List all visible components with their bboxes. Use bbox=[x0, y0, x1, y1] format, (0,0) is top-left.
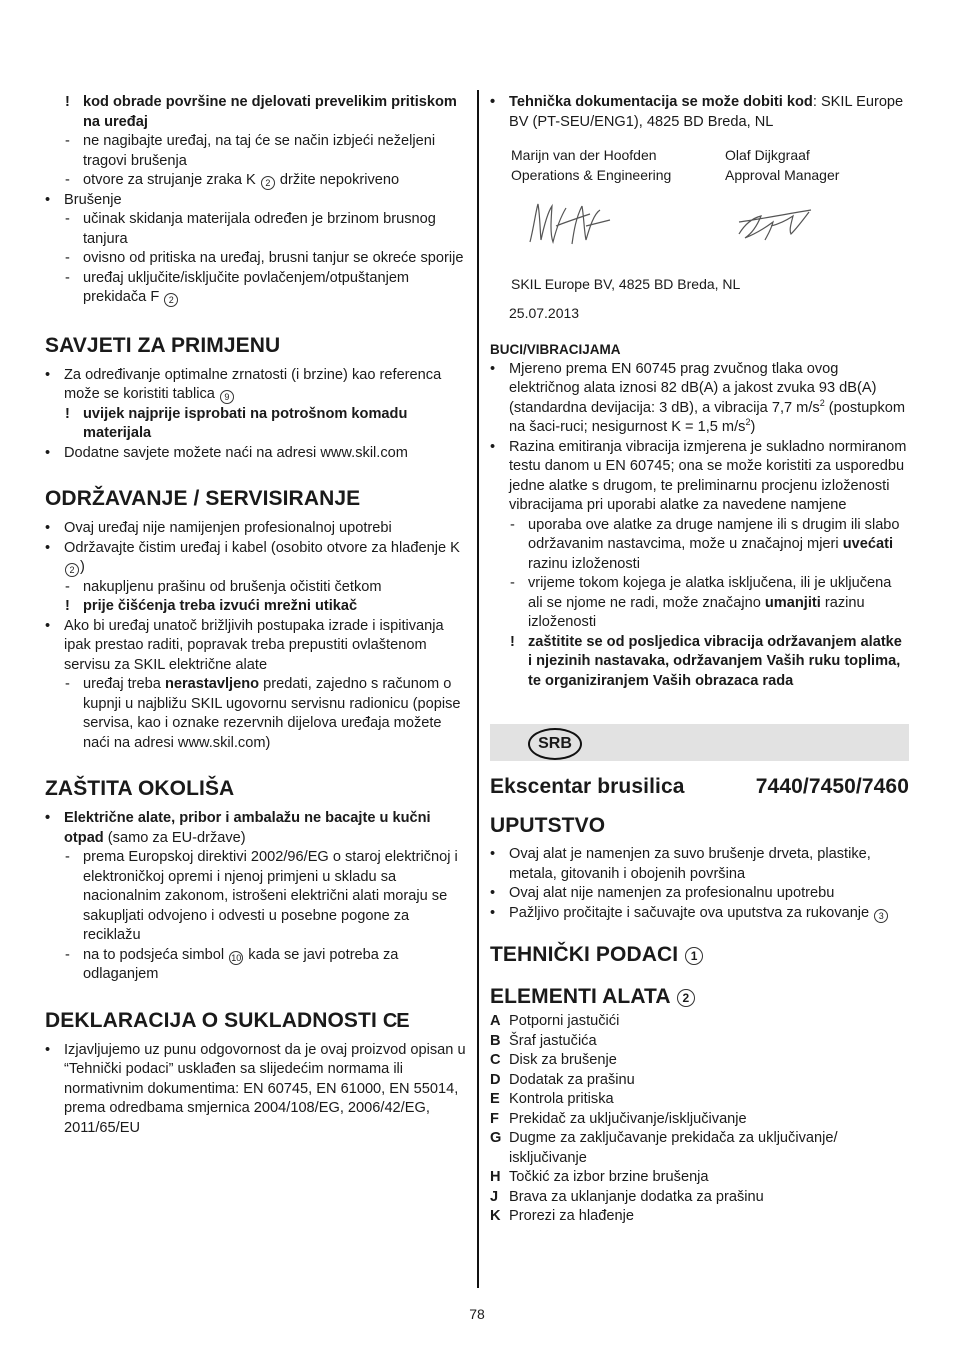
list-item bbox=[490, 1071, 910, 1091]
company-address: SKIL Europe BV, 4825 BD Breda, NL bbox=[511, 276, 741, 292]
dash-item: - uređaj treba nerastavljeno predati, zajedno s računom o kupnji u najbližu SKIL ugovornu servisnu radionicu (popise servisa, kao i oznake rezervnih dijelova uređaja možete naći na adresi www.skil.com) bbox=[65, 676, 461, 751]
element-text: Potporni jastučići bbox=[509, 1013, 620, 1029]
ref-number: 2 bbox=[677, 989, 695, 1007]
bullet-item: • Razina emitiranja vibracija izmjerena je sukladno normiranom testu danom u EN 60745; ona se može koristiti za usporedbu jedne alatke s drugom, te preliminarnu procjenu izloženosti vibracijama pri uporabi alatke za navedene namjene bbox=[490, 438, 907, 513]
dash-item: - na to podsjeća simbol 10 kada se javi potreba za odlaganjem bbox=[65, 946, 399, 982]
warning-item: ! prije čišćenja treba izvući mrežni utikač bbox=[65, 598, 358, 614]
element-key: F bbox=[490, 1110, 499, 1127]
language-banner bbox=[490, 724, 909, 761]
section-heading-elements: ELEMENTI ALATA 2 bbox=[490, 984, 910, 1010]
signature-2-image bbox=[735, 204, 815, 246]
list-item bbox=[490, 1110, 910, 1130]
product-name: Ekscentar brusilica bbox=[490, 775, 685, 798]
dash-item: - ovisno od pritiska na uređaj, brusni tanjur se okreće sporije bbox=[65, 250, 464, 266]
section-heading-environment: ZAŠTITA OKOLIŠA bbox=[45, 777, 235, 800]
element-key: K bbox=[490, 1208, 501, 1224]
noise-heading: BUCI/VIBRACIJAMA bbox=[490, 342, 621, 357]
ce-mark: CE bbox=[382, 1009, 409, 1032]
bullet-item: • Električne alate, pribor i ambalažu ne bacajte u kučni otpad (samo za EU-države) bbox=[45, 810, 431, 846]
element-text: Disk za brušenje bbox=[509, 1052, 617, 1068]
dash-item: - uređaj uključite/isključite povlačenjem/otpuštanjem prekidača F 2 bbox=[65, 269, 410, 305]
section-heading-tech-data: TEHNIČKI PODACI 1 bbox=[490, 942, 910, 968]
warning-item: ! uvijek najprije isprobati na potrošnom komadu materijala bbox=[65, 405, 408, 441]
list-item bbox=[490, 1012, 910, 1032]
element-key: A bbox=[490, 1013, 501, 1029]
bullet-item: • Izjavljujemo uz punu odgovornost da je ovaj proizvod opisan u “Tehnički podaci” usklađen sa slijedećim normama ili normativnim dokumentima: EN 60745, EN 61000, EN 55014, prema odredbama smjernica 2004/108/EG, 2006/42/EG, 2011/65/EU bbox=[45, 1041, 466, 1136]
section-heading-maintenance: ODRŽAVANJE / SERVISIRANJE bbox=[45, 487, 361, 510]
signatory-1: Marijn van der Hoofden Operations & Engineering bbox=[511, 147, 672, 183]
dash-item: - prema Europskoj direktivi 2002/96/EG o staroj električnoj i elektroničkoj opremi i njenoj primjeni u skladu sa nacionalnim zakonom, istrošeni električni alati moraju se sakupljati odvojeno i odvesti u posebne pogone za reciklažu bbox=[65, 849, 458, 943]
signature-1-image bbox=[526, 196, 612, 254]
column-divider bbox=[477, 90, 479, 1288]
bullet-item: • Ovaj uređaj nije namijenjen profesionalnoj upotrebi bbox=[45, 520, 392, 536]
list-item bbox=[490, 1051, 910, 1071]
left-column bbox=[45, 93, 467, 1138]
element-key: H bbox=[490, 1169, 501, 1185]
dash-item: - vrijeme tokom kojega je alatka isključena, ili je uključena ali se njome ne radi, može značajno umanjiti razinu izloženosti bbox=[510, 575, 892, 630]
signature-block bbox=[490, 146, 910, 326]
bullet-item: • Ovaj alat je namenjen za suvo brušenje drveta, plastike, metala, gitovanih i obojenih površina bbox=[490, 846, 871, 882]
bullet-item: • Tehnička dokumentacija se može dobiti kod: SKIL Europe BV (PT-SEU/ENG1), 4825 BD Breda, NL bbox=[490, 94, 904, 130]
ref-number: 2 bbox=[65, 563, 79, 577]
dash-item: - otvore za strujanje zraka K 2 držite nepokriveno bbox=[65, 172, 400, 188]
element-text: Kontrola pritiska bbox=[509, 1091, 614, 1107]
bullet-item: • Mjereno prema EN 60745 prag zvučnog tlaka ovog električnog alata iznosi 82 dB(A) a jakost zvuka 93 dB(A) (standardna devijacija: 3 dB), a vibracija 7,7 $m/s^2$ (postupkom na šaci-ruci; nesigurnost K = 1,5 $m/s^2$) bbox=[490, 360, 906, 435]
element-text: Dodatak za prašinu bbox=[509, 1071, 635, 1088]
section-heading-tips: SAVJETI ZA PRIMJENU bbox=[45, 333, 281, 357]
warning-item: ! zaštitite se od posljedica vibracija održavanjem alatke i njezinih nastavaka, održavanjem Vaših ruku toplima, te organiziranjem Vaših obrazaca rada bbox=[510, 633, 902, 689]
element-key: J bbox=[490, 1188, 499, 1205]
dash-item: - ne nagibajte uređaj, na taj će se način izbjeći neželjeni tragovi brušenja bbox=[65, 133, 436, 169]
list-item bbox=[490, 1207, 910, 1227]
product-models: 7440/7450/7460 bbox=[755, 775, 909, 798]
bullet-item: • Ako bi uređaj unatoč brižljivih postupaka izrade i ispitivanja ipak prestao raditi, popravak treba prepustiti ovlaštenom servisu za SKIL električne alate bbox=[45, 617, 444, 673]
ref-number: 3 bbox=[874, 909, 888, 923]
ref-number: 9 bbox=[220, 390, 234, 404]
section-heading-declaration: DEKLARACIJA O SUKLADNOSTI CE bbox=[45, 1008, 409, 1032]
dash-item: - nakupljenu prašinu od brušenja očistiti četkom bbox=[65, 578, 382, 595]
signatory-2: Olaf Dijkgraaf Approval Manager bbox=[725, 147, 840, 183]
page-number: 78 bbox=[469, 1306, 485, 1322]
language-badge: SRB bbox=[528, 728, 582, 760]
date: 25.07.2013 bbox=[509, 305, 580, 321]
element-text: Točkić za izbor brzine brušenja bbox=[509, 1169, 709, 1185]
element-key: G bbox=[490, 1130, 502, 1146]
element-key: C bbox=[490, 1052, 501, 1068]
list-item bbox=[490, 1032, 910, 1052]
ref-number: 1 bbox=[685, 947, 703, 965]
section-heading-manual: UPUTSTVO bbox=[490, 814, 606, 837]
element-text: Prekidač za uključivanje/isključivanje bbox=[509, 1110, 747, 1127]
bullet-item: • Pažljivo pročitajte i sačuvajte ova uputstva za rukovanje 3 bbox=[490, 904, 910, 924]
bullet-item: • Održavajte čistim uređaj i kabel (osobito otvore za hlađenje K 2 ) bbox=[45, 539, 460, 575]
ref-number: 10 bbox=[231, 952, 242, 963]
dash-item: - uporaba ove alatke za druge namjene ili s drugim ili slabo održavanim nastavcima, može u značajnoj mjeri uvećati razinu izloženosti bbox=[510, 516, 900, 572]
list-item bbox=[490, 1168, 910, 1188]
dash-item: - učinak skidanja materijala određen je brzinom brusnog tanjura bbox=[65, 211, 436, 247]
element-text: Dugme za zaključavanje prekidača za uključivanje/ isključivanje bbox=[509, 1130, 838, 1166]
warning-item: ! kod obrade površine ne djelovati prevelikim pritiskom na uređaj bbox=[65, 94, 457, 130]
ref-number: 2 bbox=[261, 176, 275, 190]
element-text: Šraf jastučića bbox=[509, 1032, 597, 1049]
ref-number: 2 bbox=[164, 293, 178, 307]
list-item bbox=[490, 1129, 910, 1168]
element-text: Prorezi za hlađenje bbox=[509, 1208, 634, 1224]
list-item bbox=[490, 1188, 910, 1208]
bullet-item: • Dodatne savjete možete naći na adresi www.skil.com bbox=[45, 444, 408, 461]
bullet-item: • Ovaj alat nije namenjen za profesionalnu upotrebu bbox=[490, 885, 835, 901]
right-column bbox=[490, 93, 910, 1227]
element-key: B bbox=[490, 1032, 501, 1049]
product-title bbox=[490, 774, 910, 800]
list-item bbox=[490, 1090, 910, 1110]
element-key: E bbox=[490, 1091, 500, 1107]
elements-list bbox=[490, 1012, 910, 1227]
bullet-item: • Za određivanje optimalne zrnatosti (i brzine) kao referenca može se koristiti tablica 9 bbox=[45, 366, 442, 402]
element-text: Brava za uklanjanje dodatka za prašinu bbox=[509, 1188, 764, 1205]
bullet-item: • Brušenje bbox=[45, 191, 122, 208]
element-key: D bbox=[490, 1071, 501, 1088]
